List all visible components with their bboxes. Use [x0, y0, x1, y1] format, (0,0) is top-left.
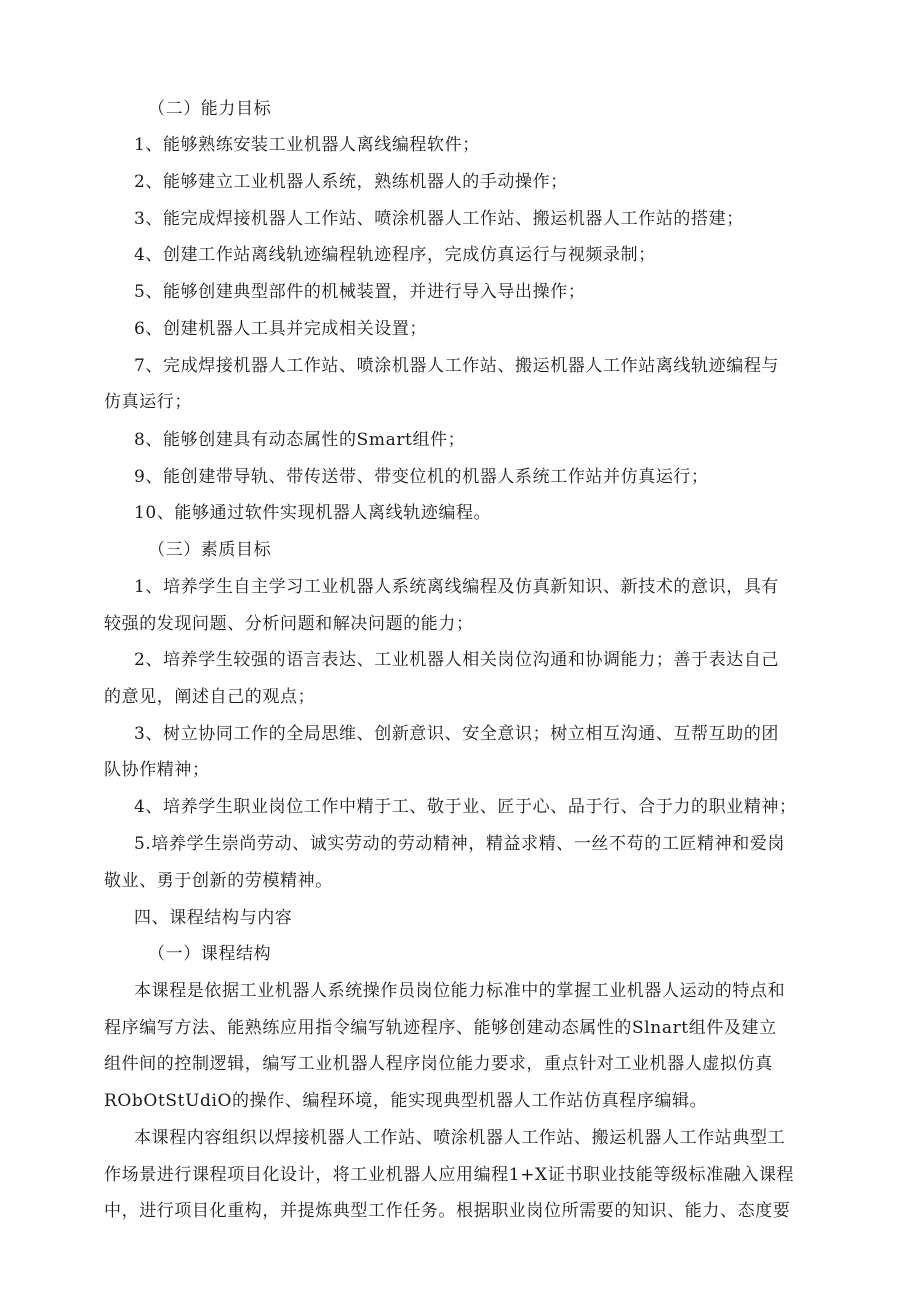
ability-item-3: 3、能完成焊接机器人工作站、喷涂机器人工作站、搬运机器人工作站的搭建； [134, 209, 744, 229]
ability-item-2: 2、能够建立工业机器人系统，熟练机器人的手动操作； [134, 172, 568, 192]
ability-heading: （二）能力目标 [148, 99, 272, 119]
paragraph1-line-2: 程序编写方法、能熟练应用指令编写轨迹程序、能够创建动态属性的Slnart组件及建立 [104, 1018, 777, 1038]
quality-item-4: 4、培养学生职业岗位工作中精于工、敬于业、匠于心、品于行、合于力的职业精神； [134, 797, 797, 817]
paragraph1-line-1: 本课程是依据工业机器人系统操作员岗位能力标准中的掌握工业机器人运动的特点和 [134, 981, 786, 1001]
ability-item-1: 1、能够熟练安装工业机器人离线编程软件； [134, 135, 480, 155]
ability-item-8: 8、能够创建具有动态属性的Smart组件； [134, 430, 466, 450]
paragraph2-line-2: 作场景进行课程项目化设计，将工业机器人应用编程1+X证书职业技能等级标准融入课程 [104, 1165, 795, 1185]
quality-item-1-cont: 较强的发现问题、分析问题和解决问题的能力； [104, 614, 474, 634]
ability-item-6: 6、创建机器人工具并完成相关设置； [134, 319, 428, 339]
quality-item-2-cont: 的意见，阐述自己的观点； [104, 687, 316, 707]
ability-item-5: 5、能够创建典型部件的机械装置，并进行导入导出操作； [134, 282, 586, 302]
sub-heading: （一）课程结构 [148, 944, 272, 964]
section-heading: 四、课程结构与内容 [134, 908, 293, 928]
ability-item-7: 7、完成焊接机器人工作站、喷涂机器人工作站、搬运机器人工作站离线轨迹编程与 [134, 356, 780, 376]
quality-heading: （三）素质目标 [148, 540, 272, 560]
ability-item-4: 4、创建工作站离线轨迹编程轨迹程序，完成仿真运行与视频录制； [134, 245, 656, 265]
paragraph1-line-4: RObOtStUdiO的操作、编程环境，能实现典型机器人工作站仿真程序编辑。 [104, 1091, 708, 1111]
paragraph2-line-3: 中，进行项目化重构，并提炼典型工作任务。根据职业岗位所需要的知识、能力、态度要 [104, 1201, 791, 1221]
paragraph2-line-1: 本课程内容组织以焊接机器人工作站、喷涂机器人工作站、搬运机器人工作站典型工 [134, 1128, 786, 1148]
quality-item-2: 2、培养学生较强的语言表达、工业机器人相关岗位沟通和协调能力；善于表达自己 [134, 650, 780, 670]
ability-item-7-cont: 仿真运行； [104, 392, 192, 412]
quality-item-3-cont: 队协作精神； [104, 760, 210, 780]
quality-item-5-cont: 敬业、勇于创新的劳模精神。 [104, 871, 333, 891]
ability-item-9: 9、能创建带导轨、带传送带、带变位机的机器人系统工作站并仿真运行； [134, 467, 709, 487]
quality-item-3: 3、树立协同工作的全局思维、创新意识、安全意识；树立相互沟通、互帮互助的团 [134, 724, 780, 744]
ability-item-10: 10、能够通过软件实现机器人离线轨迹编程。 [134, 503, 492, 523]
quality-item-5: 5.培养学生崇尚劳动、诚实劳动的劳动精神，精益求精、一丝不苟的工匠精神和爱岗 [134, 834, 786, 854]
quality-item-1: 1、培养学生自主学习工业机器人系统离线编程及仿真新知识、新技术的意识，具有 [134, 577, 780, 597]
paragraph1-line-3: 组件间的控制逻辑，编写工业机器人程序岗位能力要求，重点针对工业机器人虚拟仿真 [104, 1054, 773, 1074]
